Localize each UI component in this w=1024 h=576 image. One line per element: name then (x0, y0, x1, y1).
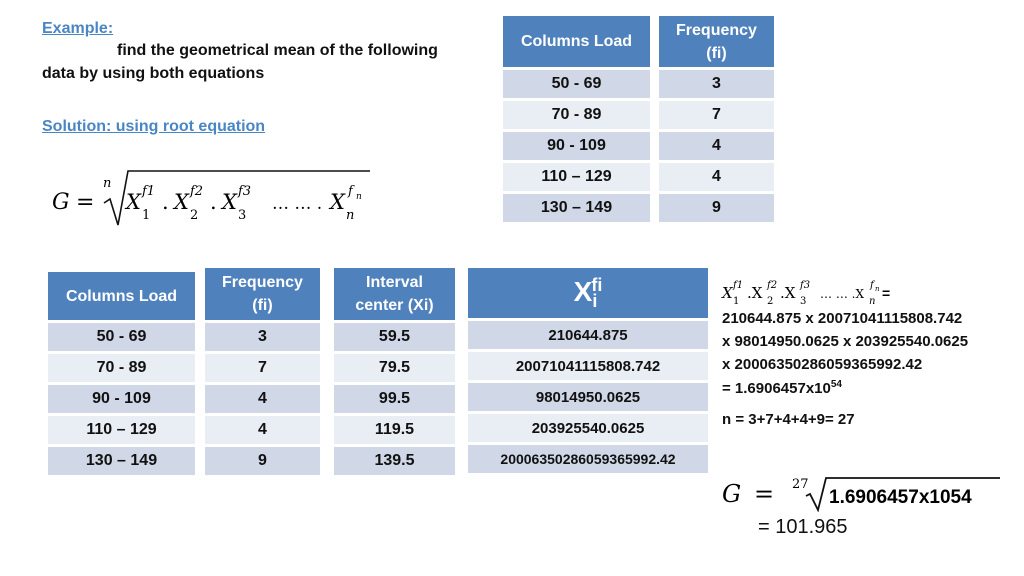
top-cell: 70 - 89 (503, 101, 650, 129)
top-cell: 110 – 129 (503, 163, 650, 191)
term-n-sub: n (346, 208, 355, 223)
svg-text:1.6906457x1054: 1.6906457x1054 (829, 487, 972, 508)
root-equation (40, 165, 380, 235)
bottom-cell: 4 (205, 385, 320, 413)
bottom-table-columns-load (48, 272, 195, 475)
term3-base: X (222, 190, 237, 214)
top-cell: 9 (659, 194, 774, 222)
bottom-table-xi-power-fi (468, 268, 708, 473)
product-line3: x 20006350286059365992.42 (722, 356, 923, 373)
root-index: n (103, 176, 112, 191)
term3-sup: f3 (238, 184, 252, 199)
top-table-columns-load (503, 16, 650, 222)
bottom-cell: 98014950.0625 (468, 383, 708, 411)
bottom-cell: 119.5 (334, 416, 455, 444)
top-cell: 130 – 149 (503, 194, 650, 222)
example-title: Example: (42, 20, 114, 37)
svg-text:1: 1 (733, 296, 740, 307)
svg-text:f: f (870, 280, 874, 291)
bottom-table-interval-center (334, 268, 455, 475)
term1-sub: 1 (142, 208, 151, 223)
bottom-header-columns-load: Columns Load (48, 272, 195, 320)
bottom-cell: 3 (205, 323, 320, 351)
term-n-sup-sub: n (356, 192, 362, 202)
svg-text:3: 3 (800, 296, 807, 307)
bottom-cell: 70 - 89 (48, 354, 195, 382)
svg-text:G: G (722, 480, 742, 508)
top-cell: 7 (659, 101, 774, 129)
final-root-equation (718, 470, 1018, 512)
solution-label: Solution: using root equation (42, 118, 266, 135)
term1-sup: f1 (142, 184, 156, 199)
bottom-cell: 50 - 69 (48, 323, 195, 351)
top-header-columns-load: Columns Load (503, 16, 650, 67)
term-n-base: X (330, 190, 345, 214)
example-text-line1: find the geometrical mean of the following (117, 42, 438, 59)
svg-text:f1: f1 (733, 280, 744, 291)
formula-ellipsis: … … . (272, 194, 323, 214)
svg-text:… … .X: … … .X (820, 287, 864, 301)
svg-text:X: X (722, 284, 733, 302)
bottom-cell: 210644.875 (468, 321, 708, 349)
svg-text:.X: .X (747, 284, 763, 302)
svg-text:.: . (162, 190, 169, 214)
bottom-cell: 130 – 149 (48, 447, 195, 475)
bottom-header-xi-power-fi: $X_i^{fi}$ (468, 268, 708, 318)
product-expression (718, 276, 918, 308)
bottom-cell: 7 (205, 354, 320, 382)
top-cell: 90 - 109 (503, 132, 650, 160)
final-result: = 101.965 (758, 516, 848, 538)
bottom-cell: 20071041115808.742 (468, 352, 708, 380)
bottom-cell: 99.5 (334, 385, 455, 413)
svg-text:n: n (875, 285, 880, 293)
formula-eq: = (76, 190, 95, 215)
term3-sub: 3 (238, 208, 247, 223)
top-cell: 4 (659, 163, 774, 191)
svg-text:f2: f2 (767, 280, 778, 291)
bottom-cell: 203925540.0625 (468, 414, 708, 442)
product-line2: x 98014950.0625 x 203925540.0625 (722, 333, 969, 350)
bottom-cell: 4 (205, 416, 320, 444)
svg-text:f3: f3 (800, 280, 811, 291)
svg-text:.: . (210, 190, 217, 214)
term2-sup: f2 (190, 184, 204, 199)
bottom-cell: 79.5 (334, 354, 455, 382)
formula-lhs: G (52, 190, 70, 215)
bottom-header-interval-center: Interval center (Xi) (334, 268, 455, 320)
top-cell: 3 (659, 70, 774, 98)
svg-text:n: n (869, 296, 876, 307)
bottom-cell: 110 – 129 (48, 416, 195, 444)
svg-text:=: = (882, 285, 891, 301)
bottom-table-frequency (205, 268, 320, 475)
bottom-cell: 20006350286059365992.42 (468, 445, 708, 473)
product-line1: 210644.875 x 20071041115808.742 (722, 310, 963, 327)
svg-text:=: = (754, 480, 775, 508)
svg-text:2: 2 (767, 296, 774, 307)
term2-base: X (174, 190, 189, 214)
term1-base: X (126, 190, 141, 214)
top-table-frequency (659, 16, 774, 222)
bottom-cell: 90 - 109 (48, 385, 195, 413)
bottom-cell: 9 (205, 447, 320, 475)
top-cell: 4 (659, 132, 774, 160)
svg-text:27: 27 (792, 477, 809, 492)
term2-sub: 2 (190, 208, 199, 223)
svg-text:.X: .X (780, 284, 796, 302)
term-n-sup: f (348, 184, 353, 199)
product-result: = $1.6906457x10^{54}$ (722, 379, 842, 397)
bottom-cell: 59.5 (334, 323, 455, 351)
bottom-cell: 139.5 (334, 447, 455, 475)
top-header-frequency: Frequency (fi) (659, 16, 774, 67)
top-cell: 50 - 69 (503, 70, 650, 98)
bottom-header-frequency: Frequency (fi) (205, 268, 320, 320)
n-sum: n = 3+7+4+4+9= 27 (722, 411, 855, 428)
example-text-line2: data by using both equations (42, 65, 265, 82)
